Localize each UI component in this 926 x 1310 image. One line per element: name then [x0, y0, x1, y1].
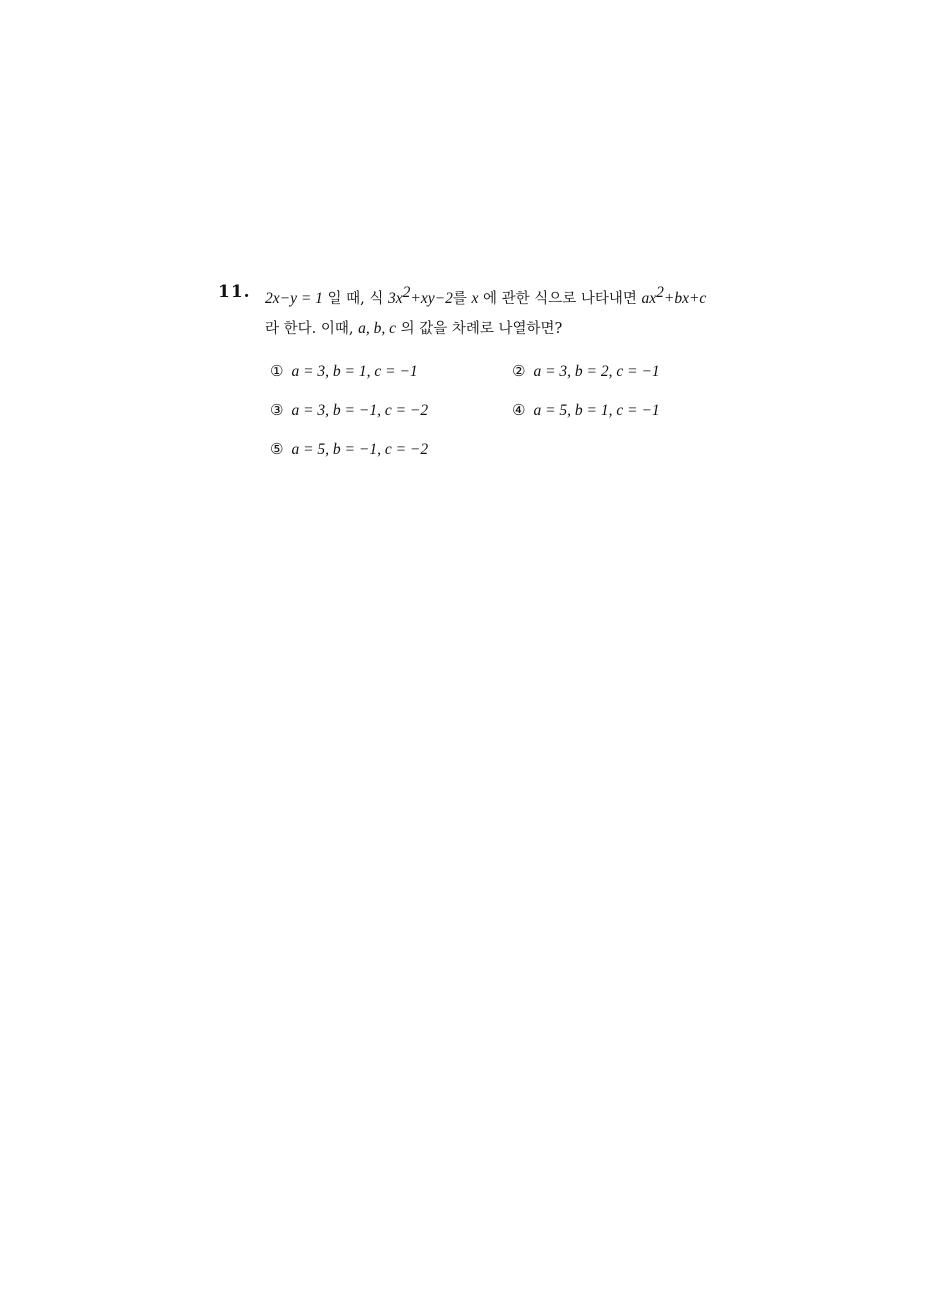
choice-1-mark: ① — [270, 362, 284, 380]
question-text-segment: 일 때, 식 — [322, 291, 389, 307]
choice-1[interactable] — [270, 362, 418, 381]
choice-4[interactable] — [512, 401, 660, 420]
choice-2-text: a = 3, b = 2, c = −1 — [533, 363, 660, 380]
question-text-segment: 의 값을 차례로 나열하면? — [395, 321, 563, 337]
choice-3[interactable] — [270, 401, 428, 420]
problem-number: 11. — [218, 282, 251, 302]
choice-5[interactable] — [270, 440, 428, 459]
choice-1-text: a = 3, b = 1, c = −1 — [291, 363, 418, 380]
question-line-1 — [265, 284, 775, 314]
coefficient-variables: a, b, c — [358, 320, 396, 337]
choice-5-text: a = 5, b = −1, c = −2 — [291, 441, 429, 458]
target-expression-exponent: 2 — [656, 284, 664, 301]
choice-2[interactable] — [512, 362, 660, 381]
question-text-segment: 를 — [452, 291, 472, 307]
target-expression-base: ax — [641, 290, 657, 307]
choice-5-mark: ⑤ — [270, 440, 284, 458]
choice-3-text: a = 3, b = −1, c = −2 — [291, 402, 429, 419]
question-text-segment: 라 한다. 이때, — [265, 321, 359, 337]
expression-exponent: 2 — [402, 284, 411, 301]
choice-4-mark: ④ — [512, 401, 526, 419]
question-text-segment: 에 관한 식으로 나타내면 — [478, 291, 642, 307]
choice-3-mark: ③ — [270, 401, 284, 419]
expression-base: 3x — [388, 290, 403, 307]
expression-rest: +xy−2 — [410, 290, 453, 307]
choice-4-text: a = 5, b = 1, c = −1 — [533, 402, 660, 419]
question-text — [265, 284, 775, 344]
question-line-2 — [265, 314, 775, 344]
choice-2-mark: ② — [512, 362, 526, 380]
variable-x: x — [471, 290, 479, 307]
target-expression-rest: +bx+c — [663, 290, 707, 307]
condition-equation: 2x−y = 1 — [265, 290, 323, 307]
